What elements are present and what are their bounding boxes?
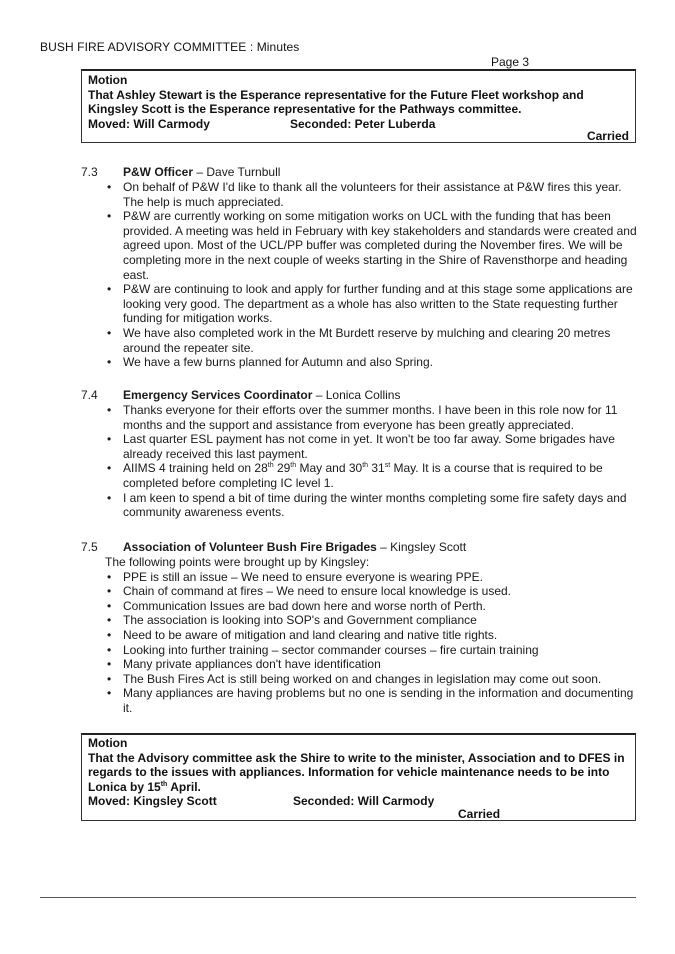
list-item (81, 613, 641, 628)
list-item-text: Last quarter ESL payment has not come in yet. It won't be too far away. Some brigades have already received this last payment. (123, 432, 615, 461)
list-item-text: Many appliances are having problems but no one is sending in the information and documenting it. (123, 686, 634, 715)
motion-text (88, 751, 629, 795)
section-number: 7.3 (81, 165, 98, 179)
list-item (81, 432, 641, 461)
bullet-icon: • (107, 282, 112, 297)
bullet-icon: • (107, 584, 112, 599)
list-item-text: Chain of command at fires – We need to ensure local knowledge is used. (123, 584, 511, 599)
list-item-text: PPE is still an issue – We need to ensure everyone is wearing PPE. (123, 569, 483, 584)
list-item-text: Thanks everyone for their efforts over the summer months. I have been in this role now for 11 months and the support and assistance from everyone has been greatly appreciated. (123, 403, 618, 432)
ordinal-suffix: th (362, 462, 369, 470)
page-number: Page 3 (491, 55, 530, 69)
list-item (81, 584, 641, 599)
aiims-text: May and 30 (296, 461, 363, 476)
motion-box-2 (81, 733, 636, 821)
motion-title: Motion (88, 73, 128, 87)
document-header-title: BUSH FIRE ADVISORY COMMITTEE : Minutes (40, 40, 300, 54)
section-person: – Dave Turnbull (193, 165, 281, 179)
bullet-list (81, 180, 641, 370)
bullet-icon: • (107, 642, 112, 657)
aiims-text: 31 (368, 461, 385, 476)
list-item (81, 355, 641, 370)
section-heading (81, 165, 641, 180)
list-item (81, 282, 641, 326)
ordinal-suffix: th (160, 780, 168, 788)
section-person: – Lonica Collins (312, 388, 401, 402)
list-item-text: P&W are currently working on some mitigation works on UCL with the funding that has been provided. A meeting was held in February with key stakeholders and standards were created and agreed upon. Most of the UCL/PP buffer was completed during the November fires. We will be completing more in the next couple of weeks starting in the Shire of Ravensthorpe and heading east. (123, 209, 637, 282)
bullet-icon: • (107, 598, 112, 613)
bullet-icon: • (107, 490, 112, 505)
section-7-4 (81, 388, 641, 520)
bullet-icon: • (107, 686, 112, 701)
list-item (81, 403, 641, 432)
section-person: – Kingsley Scott (376, 540, 467, 554)
bullet-icon: • (107, 657, 112, 672)
ordinal-suffix: st (384, 462, 391, 470)
section-title-text: Association of Volunteer Bush Fire Brigades (123, 540, 377, 554)
aiims-text: 29 (273, 461, 291, 476)
bullet-icon: • (107, 355, 112, 370)
section-title-text: Emergency Services Coordinator (123, 388, 313, 402)
list-item (81, 326, 641, 355)
motion-result: Carried (458, 807, 501, 821)
list-item (81, 657, 641, 672)
motion-result: Carried (586, 129, 629, 143)
bullet-icon: • (107, 209, 112, 224)
section-title (123, 540, 466, 555)
list-item-text: Looking into further training – sector commander courses – fire curtain training (123, 642, 539, 657)
bullet-icon: • (107, 461, 112, 476)
list-item-text: The association is looking into SOP's and Government compliance (123, 613, 477, 628)
moved-by: Moved: Kingsley Scott (88, 794, 217, 808)
seconded-by: Seconded: Peter Luberda (290, 116, 436, 131)
list-item (81, 570, 641, 585)
list-item-text: Many private appliances don't have identification (123, 657, 381, 672)
list-item-text (123, 461, 603, 490)
list-item (81, 686, 641, 715)
motion-title: Motion (88, 736, 128, 750)
motion-text: That Ashley Stewart is the Esperance representative for the Future Fleet workshop and Kingsley Scott is the Esperance representative for the Pathways committee. (88, 87, 584, 116)
bullet-icon: • (107, 613, 112, 628)
section-title (123, 388, 400, 403)
bullet-icon: • (107, 325, 112, 340)
list-item-text: The Bush Fires Act is still being worked on and changes in legislation may come out soon. (123, 671, 602, 686)
ordinal-suffix: th (290, 462, 297, 470)
bullet-list (81, 403, 641, 520)
section-7-5 (81, 540, 641, 716)
list-item (81, 461, 641, 490)
section-number: 7.5 (81, 540, 98, 554)
motion-text-end: April. (167, 779, 201, 794)
section-heading (81, 388, 641, 403)
bullet-icon: • (107, 180, 112, 194)
section-heading (81, 540, 641, 555)
list-item (81, 599, 641, 614)
bullet-list (81, 570, 641, 716)
bullet-icon: • (107, 627, 112, 642)
footer-divider (40, 897, 636, 898)
list-item (81, 491, 641, 520)
list-item-text: I am keen to spend a bit of time during the winter months completing some fire safety days and community awareness events. (123, 490, 627, 520)
motion-text-body: That the Advisory committee ask the Shire to write to the minister, Association and to DFES in regards to the issues with appliances. Information for vehicle maintenance needs to be into Lonica by 15 (88, 750, 625, 794)
section-intro: The following points were brought up by Kingsley: (105, 555, 370, 569)
moved-by: Moved: Will Carmody (88, 116, 210, 131)
section-title-text: P&W Officer (123, 165, 194, 179)
list-item-text: We have also completed work in the Mt Burdett reserve by mulching and clearing 20 metres around the repeater site. (123, 325, 611, 355)
list-item-text: P&W are continuing to look and apply for further funding and at this stage some applications are looking very good. The department as a whole has also written to the State requesting further funding for mitigation works. (123, 282, 633, 326)
section-title (123, 165, 280, 180)
seconded-by: Seconded: Will Carmody (293, 794, 435, 808)
list-item (81, 180, 641, 209)
aiims-text: May. It is a course that is required to be completed before completing IC level 1. (123, 461, 603, 490)
list-item-text: Communication Issues are bad down here and worse north of Perth. (123, 598, 486, 613)
list-item-text: Need to be aware of mitigation and land clearing and native title rights. (123, 627, 498, 642)
bullet-icon: • (107, 432, 112, 447)
list-item (81, 209, 641, 282)
section-7-3 (81, 165, 641, 370)
section-number: 7.4 (81, 388, 98, 402)
list-item (81, 628, 641, 643)
list-item (81, 643, 641, 658)
list-item-text: We have a few burns planned for Autumn and also Spring. (123, 355, 433, 370)
bullet-icon: • (107, 403, 112, 417)
motion-signatories (88, 117, 629, 132)
ordinal-suffix: th (267, 462, 274, 470)
motion-box-1 (81, 69, 636, 143)
aiims-text: AIIMS 4 training held on 28 (123, 461, 268, 476)
list-item (81, 672, 641, 687)
motion-signatories (88, 794, 629, 809)
bullet-icon: • (107, 569, 112, 584)
bullet-icon: • (107, 671, 112, 686)
list-item-text: On behalf of P&W I'd like to thank all the volunteers for their assistance at P&W fires this year. The help is much appreciated. (123, 180, 622, 209)
